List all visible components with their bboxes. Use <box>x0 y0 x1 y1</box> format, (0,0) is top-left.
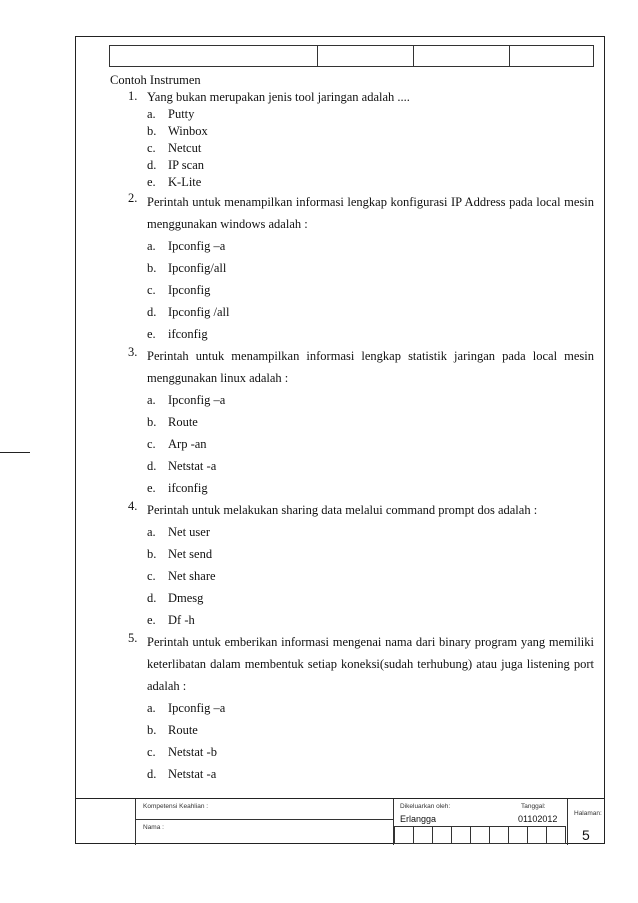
header-cell <box>318 46 414 67</box>
option-letter: a. <box>147 239 156 253</box>
question-number: 2. <box>128 191 138 205</box>
option-list <box>110 235 604 345</box>
option-item <box>110 697 604 719</box>
option-item <box>110 106 604 123</box>
option-item <box>110 123 604 140</box>
option-text: Route <box>168 723 198 737</box>
option-item <box>110 455 604 477</box>
header-cell <box>110 46 318 67</box>
option-text: Df -h <box>168 613 195 627</box>
option-item <box>110 477 604 499</box>
issuer-label: Dikeluarkan oleh: <box>400 803 451 810</box>
document-body <box>110 71 604 785</box>
option-item <box>110 323 604 345</box>
option-item <box>110 174 604 191</box>
signature-box <box>470 826 490 844</box>
option-letter: e. <box>147 613 156 627</box>
option-text: Netcut <box>168 141 202 155</box>
footer-divider <box>567 799 568 845</box>
option-text: Netstat -a <box>168 767 217 781</box>
option-item <box>110 301 604 323</box>
option-text: Netstat -a <box>168 459 217 473</box>
option-item <box>110 411 604 433</box>
question-text: Perintah untuk melakukan sharing data melalui command prompt dos adalah : <box>147 503 538 517</box>
signature-box <box>489 826 509 844</box>
footer-divider <box>135 799 136 845</box>
option-item <box>110 543 604 565</box>
question-text: Perintah untuk emberikan informasi mengenai nama dari binary program yang memiliki keterlibatan dalam membentuk setiap koneksi(sudah terhubung) atau juga listening port adalah : <box>147 635 594 693</box>
option-letter: c. <box>147 745 156 759</box>
option-text: IP scan <box>168 158 204 172</box>
signature-box <box>394 826 414 844</box>
date-value: 01102012 <box>518 814 558 824</box>
option-letter: a. <box>147 701 156 715</box>
page-number: 5 <box>582 827 590 843</box>
question-item <box>110 499 604 521</box>
option-letter: d. <box>147 305 157 319</box>
option-letter: d. <box>147 591 157 605</box>
option-list <box>110 697 604 785</box>
option-letter: b. <box>147 547 157 561</box>
option-text: Ipconfig –a <box>168 393 226 407</box>
option-item <box>110 521 604 543</box>
option-text: ifconfig <box>168 481 208 495</box>
date-label: Tanggal: <box>521 803 546 810</box>
option-text: Ipconfig /all <box>168 305 230 319</box>
option-letter: a. <box>147 525 156 539</box>
question-number: 5. <box>128 631 138 645</box>
option-text: Net user <box>168 525 210 539</box>
option-letter: e. <box>147 327 156 341</box>
option-letter: b. <box>147 261 157 275</box>
option-text: Ipconfig –a <box>168 239 226 253</box>
option-letter: c. <box>147 569 156 583</box>
signature-box <box>451 826 471 844</box>
option-text: Ipconfig –a <box>168 701 226 715</box>
option-list <box>110 389 604 499</box>
signature-box <box>413 826 433 844</box>
option-item <box>110 587 604 609</box>
option-letter: c. <box>147 283 156 297</box>
question-number: 1. <box>128 89 138 103</box>
option-letter: b. <box>147 723 157 737</box>
section-title: Contoh Instrumen <box>110 73 201 87</box>
question-item <box>110 191 604 235</box>
signature-boxes <box>395 826 566 844</box>
option-item <box>110 157 604 174</box>
option-text: Ipconfig/all <box>168 261 227 275</box>
kompetensi-label: Kompetensi Keahlian : <box>143 803 209 810</box>
option-list <box>110 521 604 631</box>
option-item <box>110 565 604 587</box>
header-cell <box>414 46 510 67</box>
footer-divider <box>135 819 393 820</box>
header-cell <box>510 46 594 67</box>
option-item <box>110 257 604 279</box>
signature-box <box>432 826 452 844</box>
option-letter: d. <box>147 158 157 172</box>
signature-box <box>546 826 566 844</box>
option-letter: e. <box>147 175 156 189</box>
option-text: Winbox <box>168 124 208 138</box>
option-letter: a. <box>147 107 156 121</box>
question-item <box>110 345 604 389</box>
option-item <box>110 609 604 631</box>
option-item <box>110 279 604 301</box>
page-footer <box>75 798 605 844</box>
question-number: 3. <box>128 345 138 359</box>
margin-mark <box>0 452 30 453</box>
option-text: K-Lite <box>168 175 202 189</box>
option-item <box>110 719 604 741</box>
option-text: Netstat -b <box>168 745 217 759</box>
option-item <box>110 235 604 257</box>
option-item <box>110 140 604 157</box>
question-text: Perintah untuk menampilkan informasi lengkap statistik jaringan pada local mesin menggunakan linux adalah : <box>147 349 594 385</box>
option-letter: d. <box>147 459 157 473</box>
option-letter: b. <box>147 415 157 429</box>
question-number: 4. <box>128 499 138 513</box>
question-text: Yang bukan merupakan jenis tool jaringan adalah .... <box>147 90 410 104</box>
option-item <box>110 433 604 455</box>
option-letter: a. <box>147 393 156 407</box>
option-letter: e. <box>147 481 156 495</box>
option-text: Net send <box>168 547 213 561</box>
option-letter: d. <box>147 767 157 781</box>
option-text: Putty <box>168 107 195 121</box>
option-item <box>110 741 604 763</box>
nama-label: Nama : <box>143 824 164 831</box>
option-text: ifconfig <box>168 327 208 341</box>
header-table <box>109 45 594 67</box>
option-text: Arp -an <box>168 437 207 451</box>
question-text: Perintah untuk menampilkan informasi lengkap konfigurasi IP Address pada local mesin menggunakan windows adalah : <box>147 195 594 231</box>
option-letter: c. <box>147 141 156 155</box>
option-text: Dmesg <box>168 591 204 605</box>
option-item <box>110 389 604 411</box>
signature-box <box>508 826 528 844</box>
question-item <box>110 89 604 106</box>
option-list <box>110 106 604 191</box>
option-text: Route <box>168 415 198 429</box>
option-item <box>110 763 604 785</box>
option-letter: b. <box>147 124 157 138</box>
question-item <box>110 631 604 697</box>
issuer-value: Erlangga <box>400 814 437 824</box>
page-label: Halaman: <box>574 810 602 817</box>
option-text: Ipconfig <box>168 283 211 297</box>
option-text: Net share <box>168 569 216 583</box>
option-letter: c. <box>147 437 156 451</box>
signature-box <box>527 826 547 844</box>
